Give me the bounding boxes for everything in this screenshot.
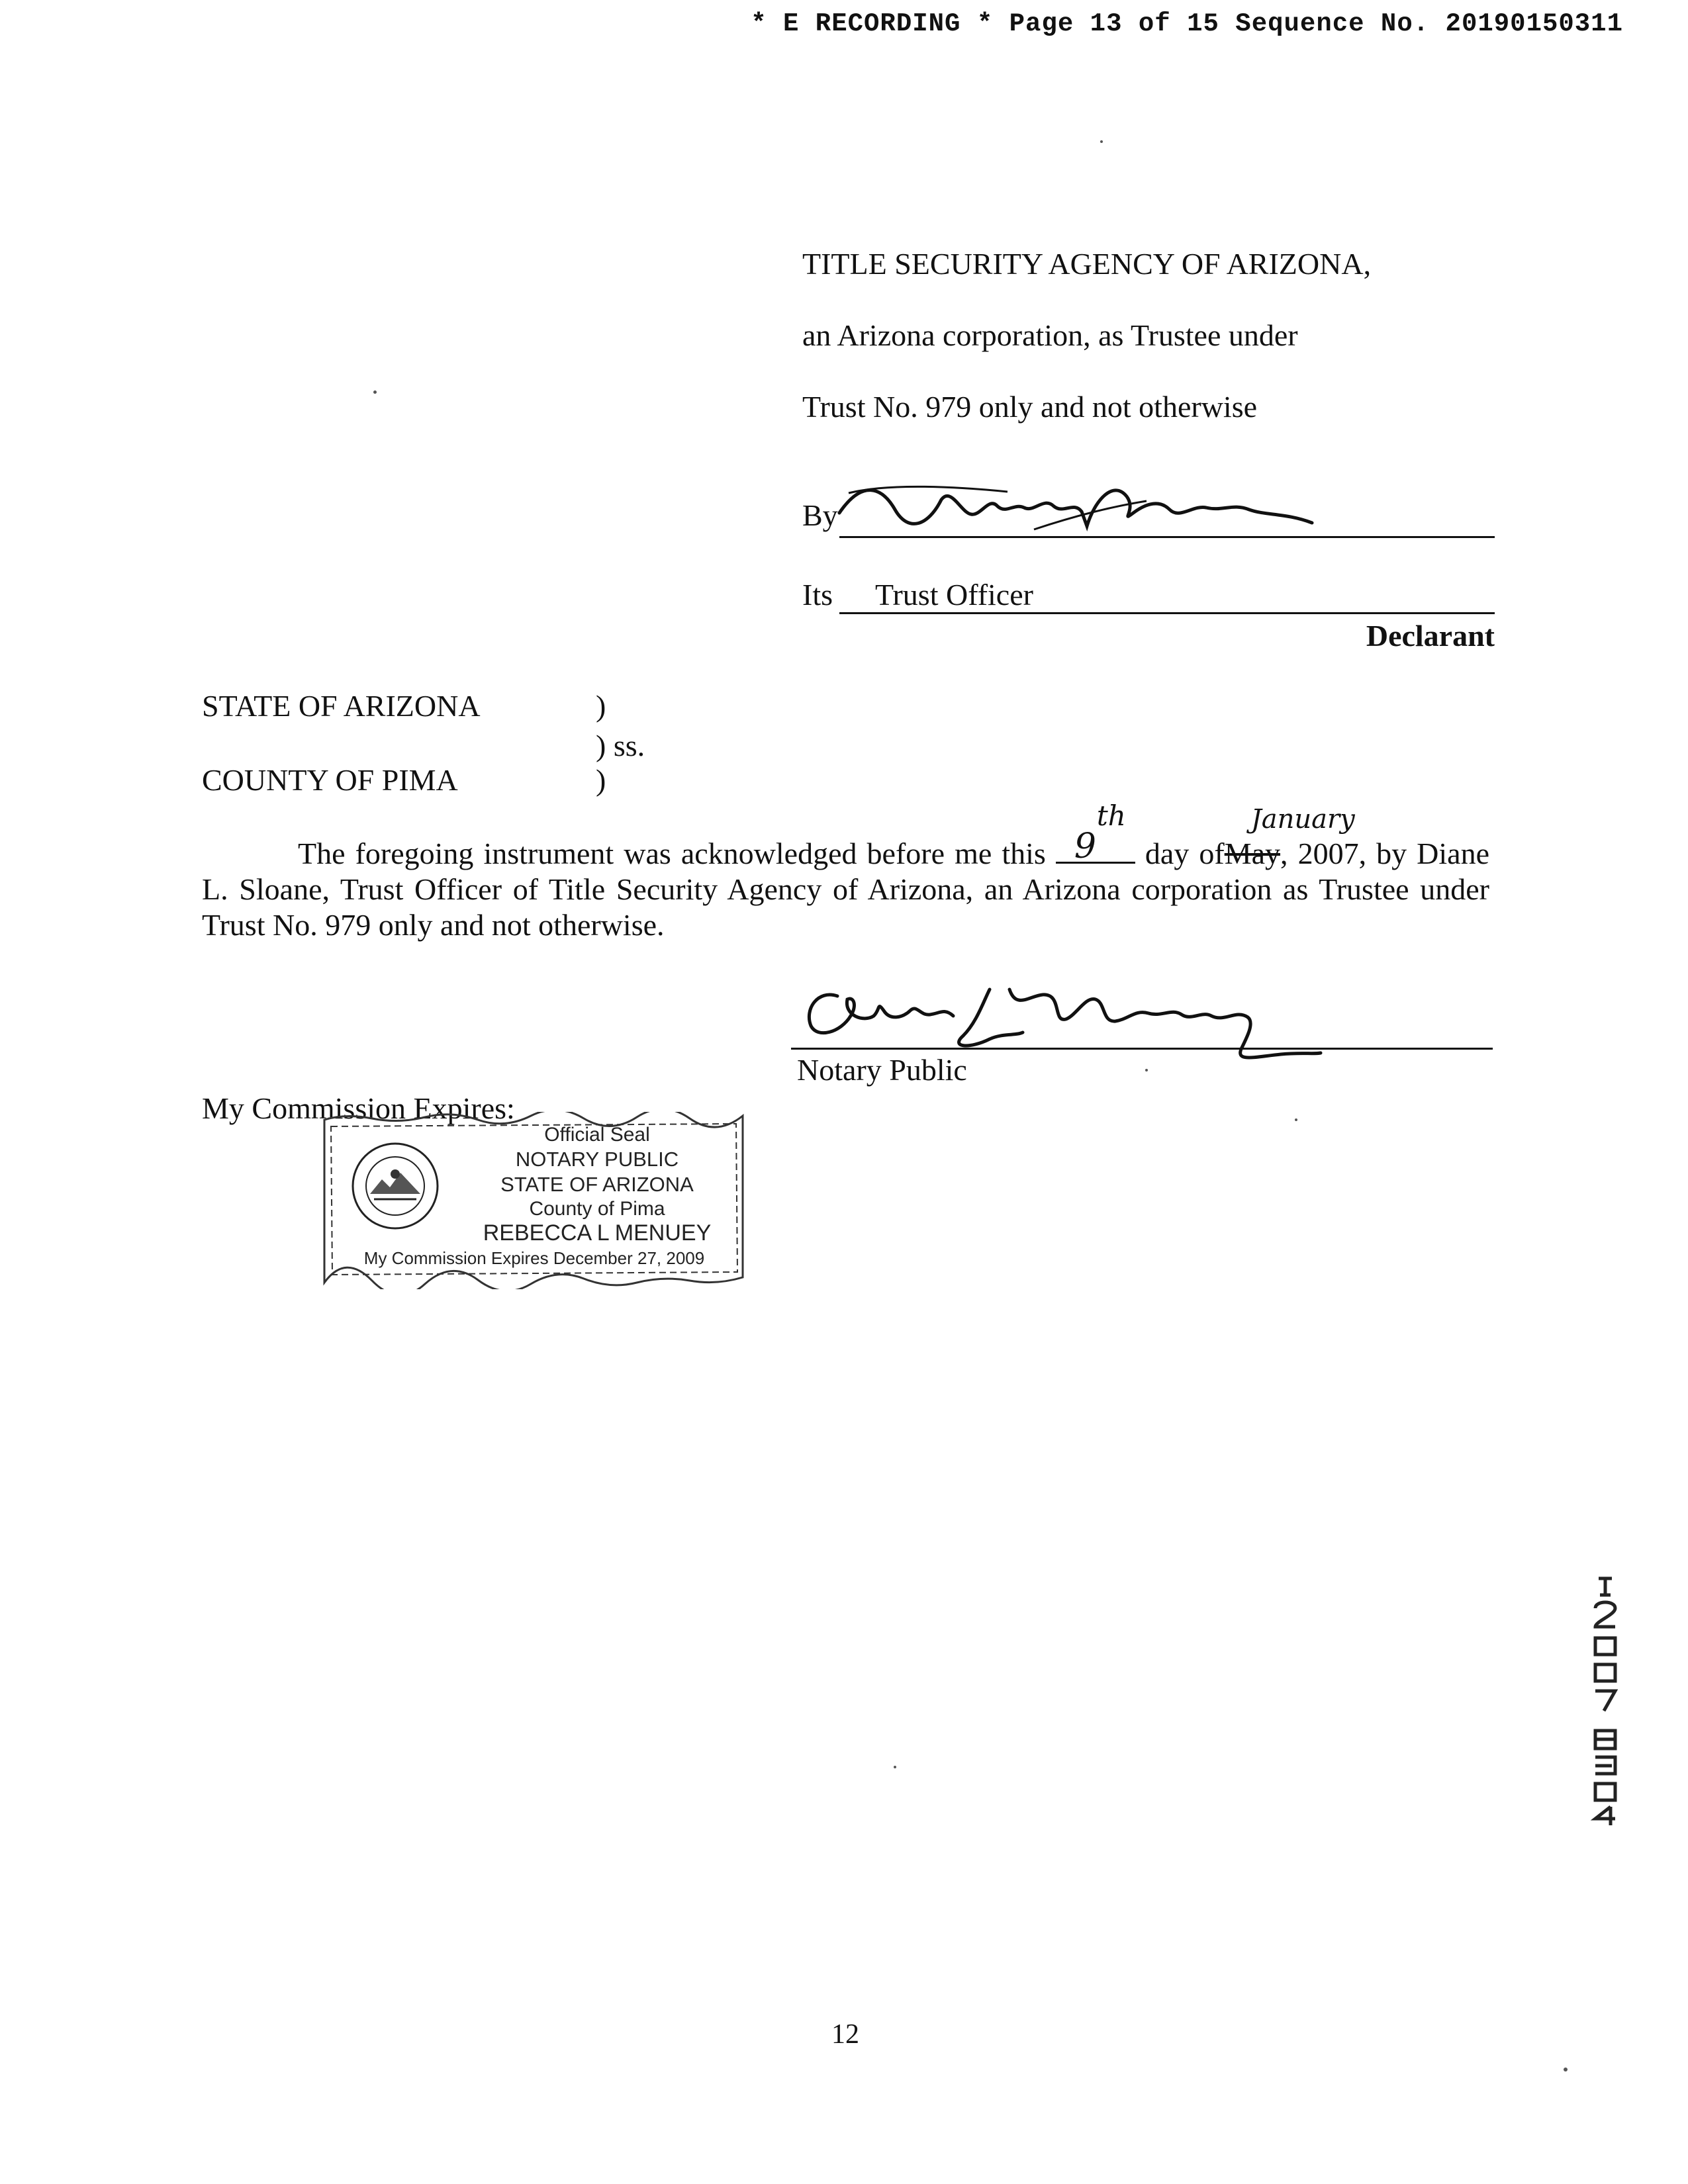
page-number: 12 xyxy=(831,2019,859,2050)
scan-speck xyxy=(1295,1118,1297,1121)
ack-text-start: The foregoing instrument was acknowledged before me this xyxy=(298,837,1046,870)
venue-ss: ) ss. xyxy=(596,729,645,762)
ack-text-rest: , 2007, by Diane L. Sloane, Trust Officer of Title Security Agency of Arizona, an Arizona corporation as Trustee under Trust No. 979 only and not otherwise. xyxy=(202,837,1490,942)
ack-day-of: day of xyxy=(1145,837,1225,870)
scan-speck xyxy=(894,1766,896,1768)
seal-line-official: Official Seal xyxy=(544,1124,650,1146)
scan-speck xyxy=(373,390,377,394)
venue-county: COUNTY OF PIMA xyxy=(202,763,458,797)
day-suffix-handwritten: th xyxy=(1096,799,1126,832)
commission-expires-label: My Commission Expires: xyxy=(202,1091,515,1125)
company-description: an Arizona corporation, as Trustee under xyxy=(802,318,1298,352)
seal-line-expires: My Commission Expires December 27, 2009 xyxy=(363,1248,705,1268)
venue-paren-2: ) xyxy=(596,763,606,797)
its-label: Its xyxy=(802,578,833,612)
side-recording-stamp xyxy=(1585,1575,1625,1827)
by-label: By xyxy=(802,498,838,532)
seal-line-notary: NOTARY PUBLIC xyxy=(515,1148,679,1171)
notary-seal xyxy=(319,1112,749,1289)
venue-state: STATE OF ARIZONA xyxy=(202,689,481,723)
its-value: Trust Officer xyxy=(875,578,1033,612)
month-handwritten: January xyxy=(1250,804,1355,835)
trust-description: Trust No. 979 only and not otherwise xyxy=(802,390,1258,424)
company-name: TITLE SECURITY AGENCY OF ARIZONA, xyxy=(802,247,1372,281)
seal-line-name: REBECCA L MENUEY xyxy=(483,1220,712,1246)
recording-header: * E RECORDING * Page 13 of 15 Sequence No. 20190150311 xyxy=(751,9,1623,38)
day-blank xyxy=(1056,799,1135,866)
seal-line-county: County of Pima xyxy=(529,1198,665,1220)
notary-public-label: Notary Public xyxy=(797,1053,967,1087)
seal-line-state: STATE OF ARIZONA xyxy=(500,1173,694,1196)
day-handwritten: 9 xyxy=(1074,827,1096,866)
declarant-label: Declarant xyxy=(1366,619,1495,653)
arizona-seal-emblem xyxy=(349,1140,442,1232)
acknowledgment-paragraph xyxy=(202,799,1490,943)
its-line xyxy=(839,612,1495,614)
venue-paren-1: ) xyxy=(596,689,606,723)
scan-speck xyxy=(1564,2068,1568,2071)
scan-speck xyxy=(1100,140,1103,143)
month-struck: May xyxy=(1224,837,1281,870)
trustee-signature xyxy=(835,473,1338,546)
notary-signature-line xyxy=(791,1048,1493,1050)
scan-speck xyxy=(1145,1069,1148,1071)
